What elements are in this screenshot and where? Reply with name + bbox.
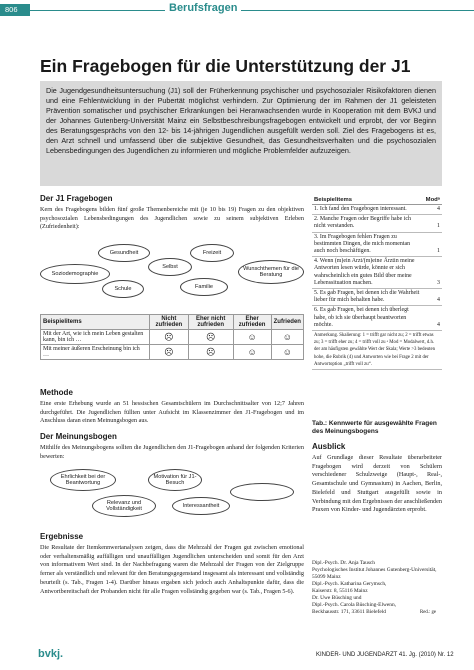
author-line: Dr. Uwe Büsching und [312,595,362,601]
table-cell-value: 3 [422,257,442,289]
page-number: 806 [0,4,30,16]
table-header-cell: Beispielitems [312,196,422,205]
table-row [312,232,442,257]
criterion-relevanz: Relevanz und Vollständigkeit [92,495,156,517]
author-line: Dipl.-Psych. Dr. Anja Tausch [312,560,376,566]
author-list [312,560,442,616]
sad-face-icon: ☹ [188,330,233,345]
table-header-row [41,315,304,330]
topic-selbst: Selbst [148,258,192,276]
table-header-cell: Beispielitems [41,315,150,330]
table-cell-value: 1 [422,232,442,257]
section-heading-ergebnisse: Ergebnisse [40,532,84,541]
table-cell: 6. Es gab Fragen, bei denen ich überlegt habe, ob ich sie überhaupt beantworten möchte. [312,306,422,331]
topics-diagram [40,240,304,308]
section-heading-ausblick: Ausblick [312,442,346,451]
table-row [312,205,442,215]
section-heading-fragebogen: Der J1 Fragebogen [40,194,113,203]
table-cell: 2. Manche Fragen oder Begriffe habe ich nicht verstanden. [312,215,422,232]
topic-soziodemographie: Soziodemographie [40,264,110,284]
table-cell: Mit meiner äußeren Erscheinung bin ich … [41,345,150,360]
table-row [312,289,442,306]
table-note-row [312,331,442,370]
topic-familie: Familie [180,278,228,296]
header-rule [30,10,474,11]
table-note: Anmerkung. Skalierung: 1 = trifft gar nicht zu; 2 = trifft etwas zu; 3 = trifft eher zu; 4 = trifft voll zu ᵃ Mod = Modalwert, d.h. der am häufigsten gewählte Wert der Skala; Werte >3 bedeuten hohe, die Rubrik (4) und Antworten wie bei Frage 2 mit der Antwortoption „trifft voll zu“. [312,331,442,370]
table-row [312,306,442,331]
table-cell-value: 4 [422,205,442,215]
intro-text: Die Jugendgesundheitsuntersuchung (J1) soll der Früherkennung psychischer und psychosozialer Risikofaktoren dienen und eine Fehlentwicklung in der Pubertät möglichst verhindern. Zur Optimierung der im Rahmen der J1 geleisteten Prävention somatischer und psychischer Erkrankungen bei Heranwachsenden wurde in Kooperation mit dem BVKJ und der Johannes Gutenberg-Universität Mainz ein Selbstbeschreibungsfragebogen entwickelt und erprobt, der vor Beginn des Beratungsgesprächs von den 12- bis 14-jährigen Jugendlichen ausgefüllt werden soll. Ziel des Fragebogens ist es, den Arzt schnell und umfassend über die subjektive Gesundheit, das Gesundheitsverhalten und die psychosozialen Lebensbedingungen des Jugendlichen zu informieren und mögliche Problemfelder aufzuzeigen. [46,86,436,155]
sad-face-icon: ☹ [150,345,189,360]
journal-info: KINDER- UND JUGENDARZT 41. Jg. (2010) Nr. 12 [316,652,454,658]
article-title: Ein Fragebogen für die Unterstützung der J1 [40,56,411,76]
author-line: Beckhausstr. 171, 33611 Bielefeld [312,609,386,615]
section-text-meinungsbogen: Mithilfe des Meinungsbogens sollten die Jugendlichen den J1-Fragebogen anhand der folgenden Kriterien bewerten: [40,444,304,460]
section-heading-meinungsbogen: Der Meinungsbogen [40,432,117,441]
table-header-cell: Zufrieden [271,315,303,330]
topic-freizeit: Freizeit [190,244,234,262]
sad-face-icon: ☹ [150,330,189,345]
table-cell-value: 4 [422,306,442,331]
table-header-cell: Nicht zufrieden [150,315,189,330]
table-header-cell: Modᵃ [422,196,442,205]
table-cell: 3. Im Fragebogen fehlen Fragen zu bestimmten Dingen, die mich momentan auch noch beschäftigen. [312,232,422,257]
sad-face-icon: ☹ [188,345,233,360]
author-line: Kaiserstr. 8, 55116 Mainz [312,588,368,594]
intro-box [40,81,442,186]
opinion-items-table [312,196,442,370]
topic-wunschthemen: Wunschthemen für die Beratung [238,260,304,284]
table-row [41,345,304,360]
table-cell: 5. Es gab Fragen, bei denen ich die Wahrheit lieber für mich behalten habe. [312,289,422,306]
table-header-row [312,196,442,205]
criterion-ehrlichkeit: Ehrlichkeit bei der Beantwortung [50,469,116,491]
criteria-diagram [40,465,304,527]
section-heading-methode: Methode [40,388,73,397]
section-label: Berufsfragen [165,2,241,14]
table-cell: 1. Ich fand den Fragebogen interessant. [312,205,422,215]
table-row [312,257,442,289]
criterion-verstaendlichkeit [230,483,294,501]
section-text-ausblick: Auf Grundlage dieser Resultate überarbeiteter Fragebogen wird derzeit von Schülern verschiedener Schulzweige (Haupt-, Real-, Gesamtschule und Gymnasium) in Aachen, Berlin, Bielefeld und Stuttgart ausgefüllt sowie in Verbindung mit den Ergebnissen der anschließenden Praxen von Kinder- und Jugendärzten erprobt. [312,454,442,514]
smiling-face-icon: ☺ [233,330,271,345]
table-caption: Tab.: Kennwerte für ausgewählte Fragen des Meinungsbogens [312,420,437,435]
editor-mark: Red.: ge [420,610,436,615]
topic-schule: Schule [102,280,144,298]
table-cell: 4. Wenn (m)ein Arzt/(m)eine Ärztin meine Antworten lesen würde, könnte er sich wahrscheinlich ein gutes Bild über meine Lebenssituation machen. [312,257,422,289]
smiling-face-icon: ☺ [271,330,303,345]
table-header-cell: Eher nicht zufrieden [188,315,233,330]
smiling-face-icon: ☺ [271,345,303,360]
table-cell-value: 4 [422,289,442,306]
bvkj-logo: bvkj. [38,648,64,660]
section-text-ergebnisse: Die Resultate der Itemkennwertanalysen zeigen, dass die Mehrzahl der Fragen gut zwischen emotional oder verhaltensmäßig auffälligen und unauffälligen Jugendlichen unterscheiden und somit für den Arzt von informativem Wert sind. In der Nachbefragung waren die Mehrzahl der Fragen von der Zielgruppe ferner als verständlich und relevant für den Beratungsgegenstand insgesamt als interessant und vollständig beurteilt (s. Tab., Fragen 1-4). Darüber hinaus ergaben sich jedoch auch Anhaltspunkte dafür, dass die Antwortbereitschaft der Probanden nicht für alle Fragen vollständig gegeben war (s. Tab., Fragen 5-6). [40,544,304,595]
table-row [312,215,442,232]
criterion-motivation: Motivation für J1-Besuch [148,469,202,491]
section-text-methode: Eine erste Erhebung wurde an 51 hessischen Gesamtschülern im Durchschnittsalter von 12;7 Jahren durchgeführt. Die Jugendlichen füllten unter Aufsicht im Klassenzimmer den J1-Fragebogen und im Anschluss daran einen Meinungsbogen aus. [40,400,304,425]
section-text-fragebogen: Kern des Fragebogens bilden fünf große Themenbereiche mit (je 10 bis 19) Fragen zu den objektiven psychosozialen Lebensbedingungen des Jugendlichen sowie zu seinem subjektiven Erleben (Zufriedenheit): [40,206,304,231]
example-items-table [40,314,304,360]
table-header-cell: Eher zufrieden [233,315,271,330]
table-cell: Mit der Art, wie ich mein Leben gestalten kann, bin ich … [41,330,150,345]
author-line: Dipl.-Psych. Katharina Gerymsch, [312,581,387,587]
author-line: Dipl.-Psych. Carola Büsching-Elwenn, [312,602,396,608]
table-cell-value: 1 [422,215,442,232]
smiling-face-icon: ☺ [233,345,271,360]
author-line: Psychologisches Institut Johannes Gutenberg-Universität, 55099 Mainz [312,567,437,580]
topic-gesundheit: Gesundheit [98,244,150,262]
criterion-interessantheit: Interessantheit [172,497,230,515]
table-row [41,330,304,345]
